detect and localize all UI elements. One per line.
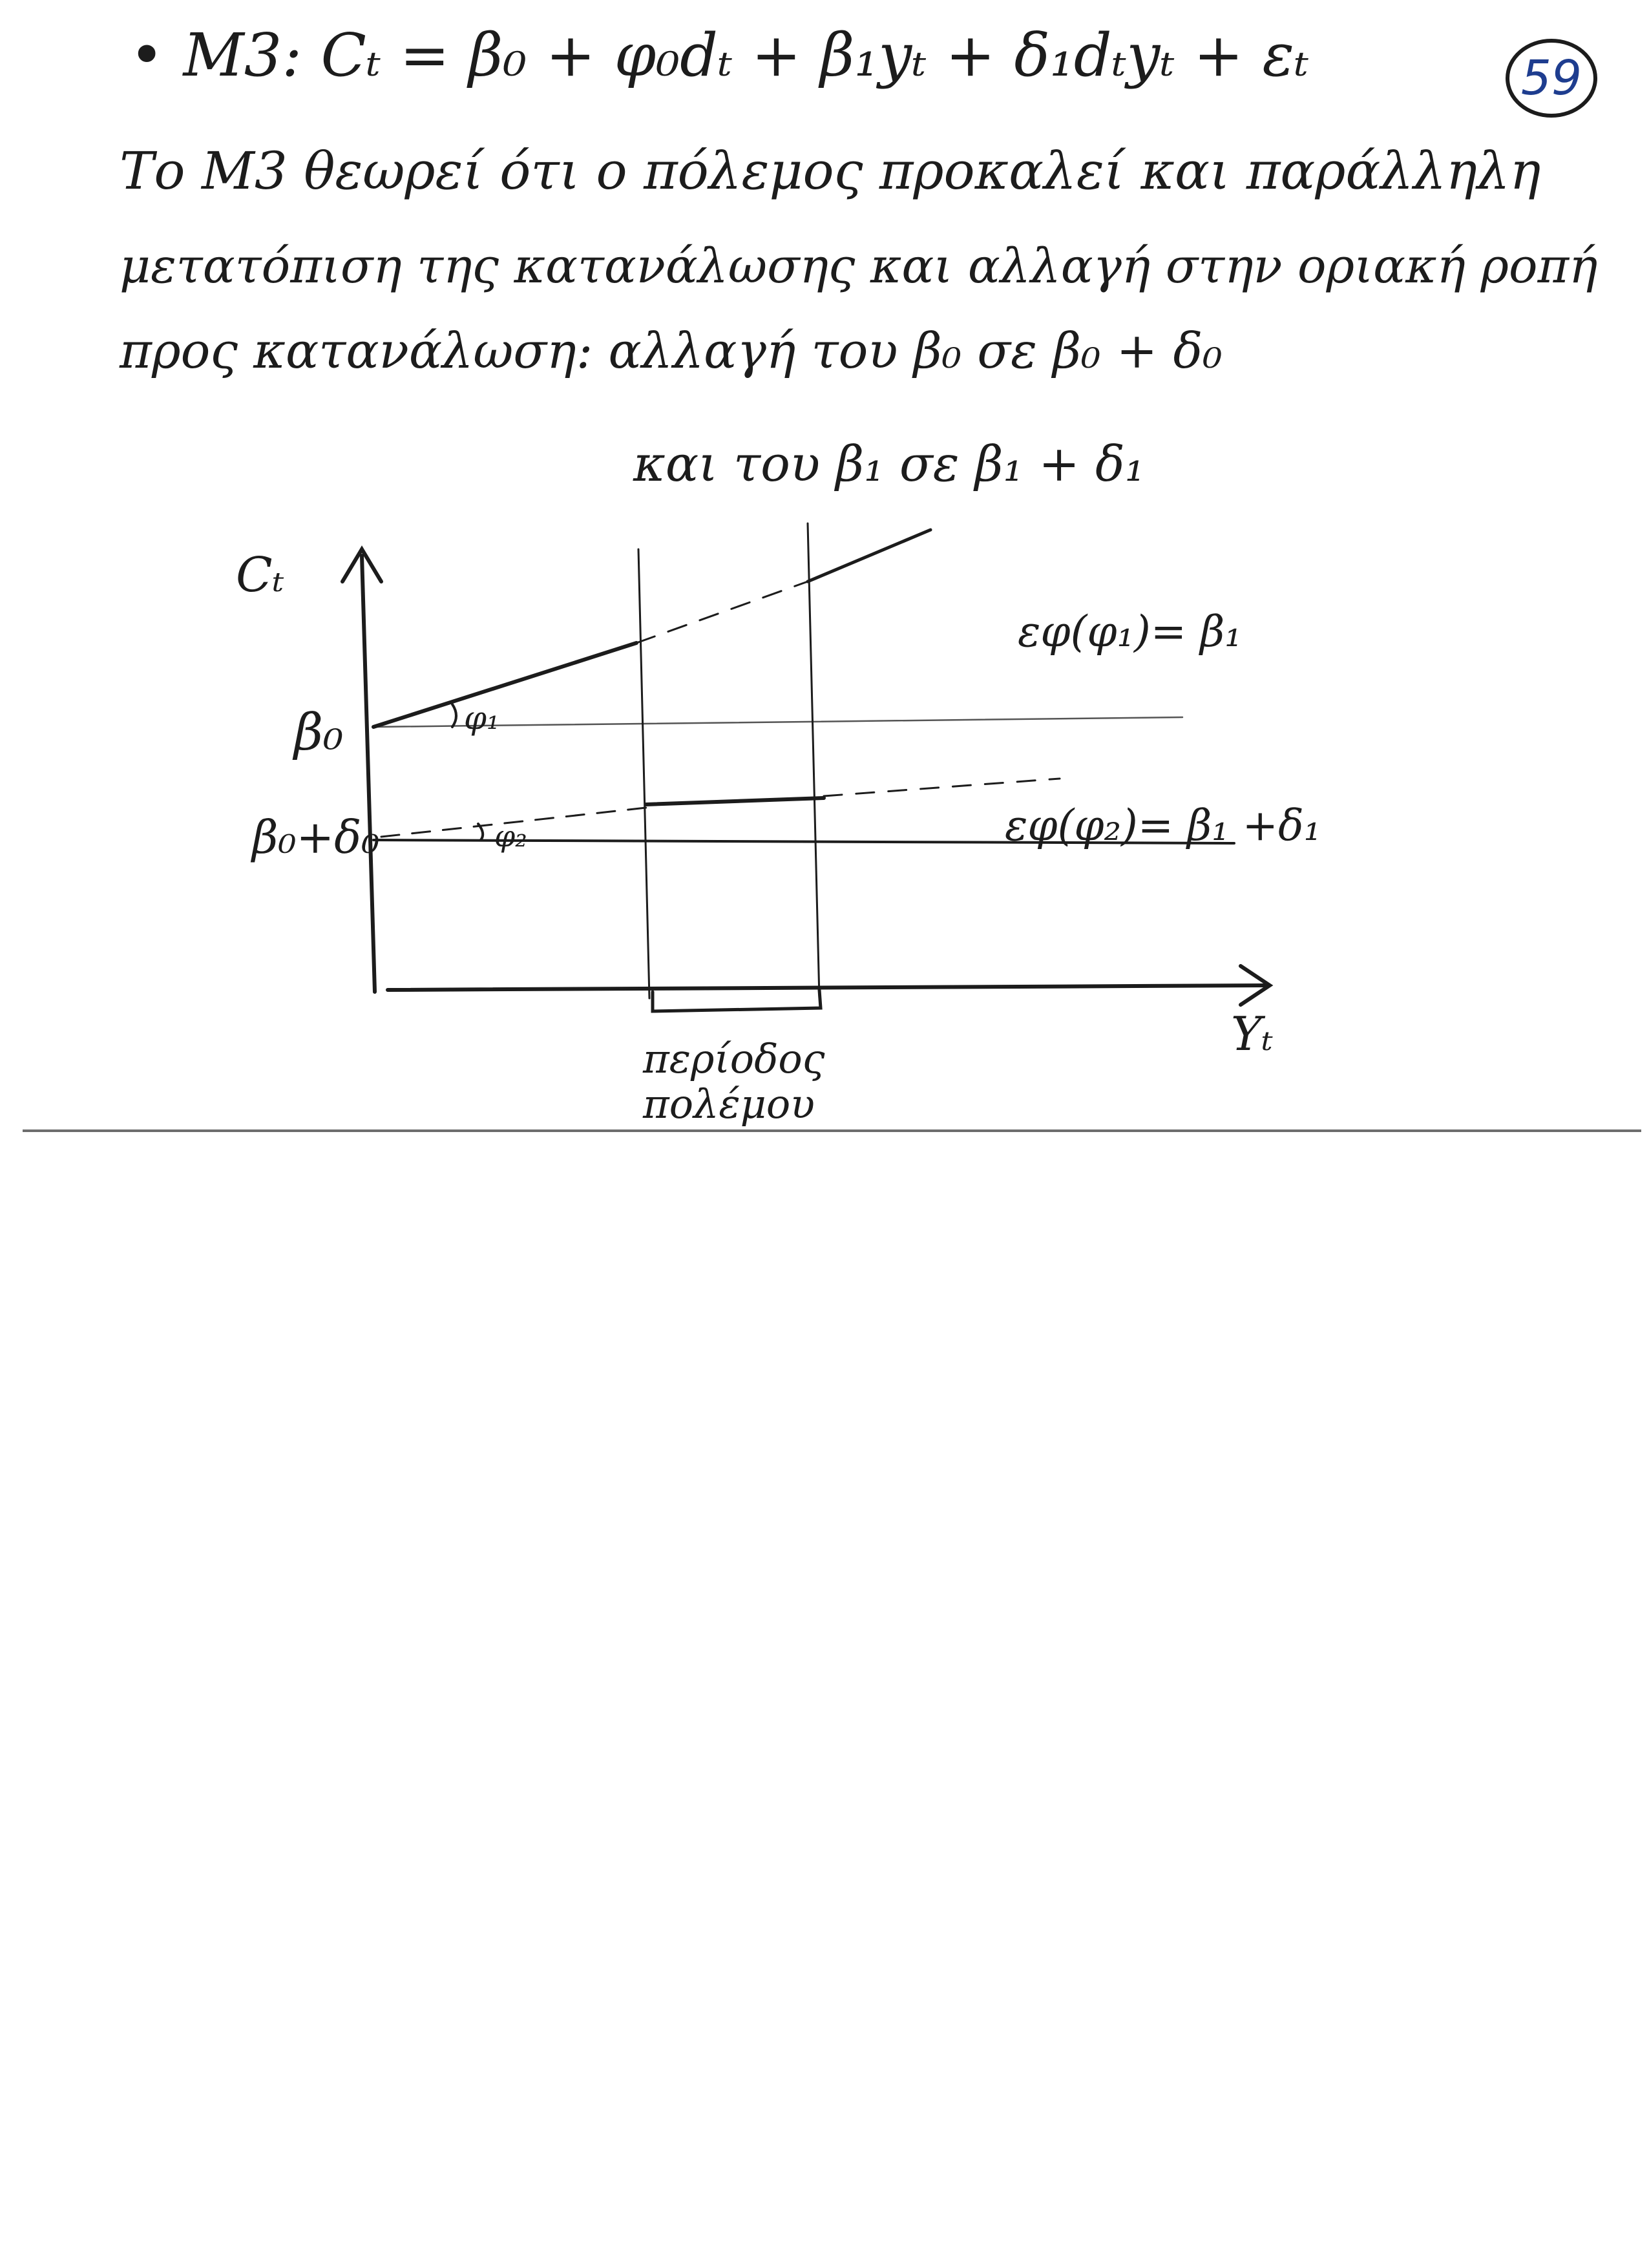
tan-phi1-label: εφ(φ₁)= β₁: [1018, 607, 1242, 656]
beta0-delta0-label: β₀+δ₀: [252, 811, 380, 864]
beta0-label: β₀: [294, 704, 344, 762]
page-divider: [23, 1129, 1641, 1132]
phi1-label: φ₁: [464, 699, 500, 737]
peacetime-line-dashed: [636, 582, 808, 643]
x-axis-label: Yₜ: [1231, 1007, 1274, 1061]
model-equation: • M3: Cₜ = β₀ + φ₀dₜ + β₁yₜ + δ₁dₜyₜ + εₜ: [129, 21, 1309, 90]
x-axis: [388, 985, 1266, 990]
y-axis: [362, 556, 375, 992]
phi1-angle-arc: [452, 704, 456, 727]
text-line-4: και του β₁ σε β₁ + δ₁: [633, 435, 1145, 492]
peacetime-line-solid-1: [373, 643, 636, 727]
tan-phi2-label: εφ(φ₂)= β₁ +δ₁: [1005, 801, 1321, 850]
peacetime-line-solid-2: [808, 530, 930, 582]
text-line-3: προς κατανάλωση: αλλαγή του β₀ σε β₀ + δ₀: [120, 322, 1223, 379]
y-axis-label: Cₜ: [236, 547, 284, 603]
text-line-2: μετατόπιση της κατανάλωσης και αλλαγή στην οριακή ροπή: [120, 238, 1598, 294]
war-period-label-2: πολέμου: [643, 1080, 815, 1128]
war-period-label-1: περίοδος: [643, 1035, 825, 1082]
page-number: 59: [1506, 39, 1597, 118]
war-end-line: [808, 523, 819, 998]
text-line-1: Το Μ3 θεωρεί ότι ο πόλεμος προκαλεί και παράλληλη: [120, 141, 1541, 201]
war-period-bracket: [653, 990, 821, 1011]
phi2-label: φ₂: [494, 819, 527, 854]
war-start-line: [638, 549, 649, 998]
wartime-line-dashed-2: [824, 779, 1060, 796]
wartime-line-solid: [646, 798, 824, 804]
